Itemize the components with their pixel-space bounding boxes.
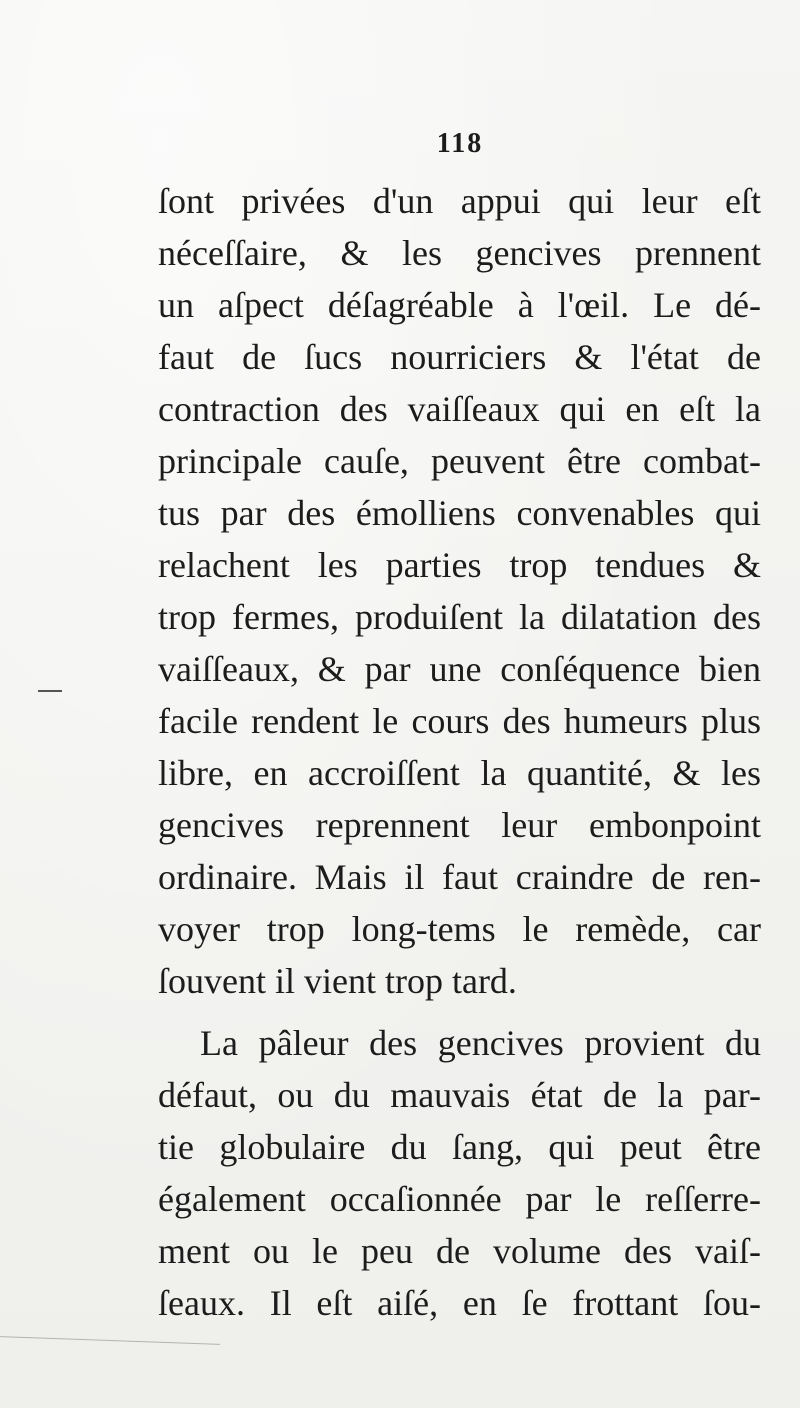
paragraph-1 bbox=[158, 175, 761, 1007]
text-line: tie globulaire du ſang, qui peut être bbox=[158, 1127, 761, 1167]
text-line: néceſſaire, & les gencives prennent bbox=[158, 233, 761, 273]
body-text bbox=[158, 175, 761, 1329]
text-line: ſouvent il vient trop tard. bbox=[158, 961, 517, 1001]
text-line: un aſpect déſagréable à l'œil. Le dé- bbox=[158, 285, 761, 325]
margin-mark bbox=[38, 690, 62, 692]
text-line: ment ou le peu de volume des vaiſ- bbox=[158, 1231, 761, 1271]
text-line: défaut, ou du mauvais état de la par- bbox=[158, 1075, 761, 1115]
text-line: voyer trop long-tems le remède, car bbox=[158, 909, 761, 949]
paragraph-2 bbox=[158, 1017, 761, 1329]
text-line: vaiſſeaux, & par une conſéquence bien bbox=[158, 649, 761, 689]
page-number: 118 bbox=[436, 128, 484, 159]
text-line: ordinaire. Mais il faut craindre de ren- bbox=[158, 857, 761, 897]
text-line: libre, en accroiſſent la quantité, & les bbox=[158, 753, 761, 793]
text-line: trop fermes, produiſent la dilatation des bbox=[158, 597, 761, 637]
text-line: ſont privées d'un appui qui leur eſt bbox=[158, 181, 761, 221]
text-line: gencives reprennent leur embonpoint bbox=[158, 805, 761, 845]
text-line: tus par des émolliens convenables qui bbox=[158, 493, 761, 533]
text-line: relachent les parties trop tendues & bbox=[158, 545, 761, 585]
text-line: ſeaux. Il eſt aiſé, en ſe frottant ſou- bbox=[158, 1283, 761, 1323]
text-line: contraction des vaiſſeaux qui en eſt la bbox=[158, 389, 761, 429]
text-line: La pâleur des gencives provient du bbox=[200, 1023, 761, 1063]
text-line: facile rendent le cours des humeurs plus bbox=[158, 701, 761, 741]
text-line: faut de ſucs nourriciers & l'état de bbox=[158, 337, 761, 377]
text-line: principale cauſe, peuvent être combat- bbox=[158, 441, 761, 481]
text-line: également occaſionnée par le reſſerre- bbox=[158, 1179, 761, 1219]
paper-crease bbox=[0, 1336, 220, 1347]
